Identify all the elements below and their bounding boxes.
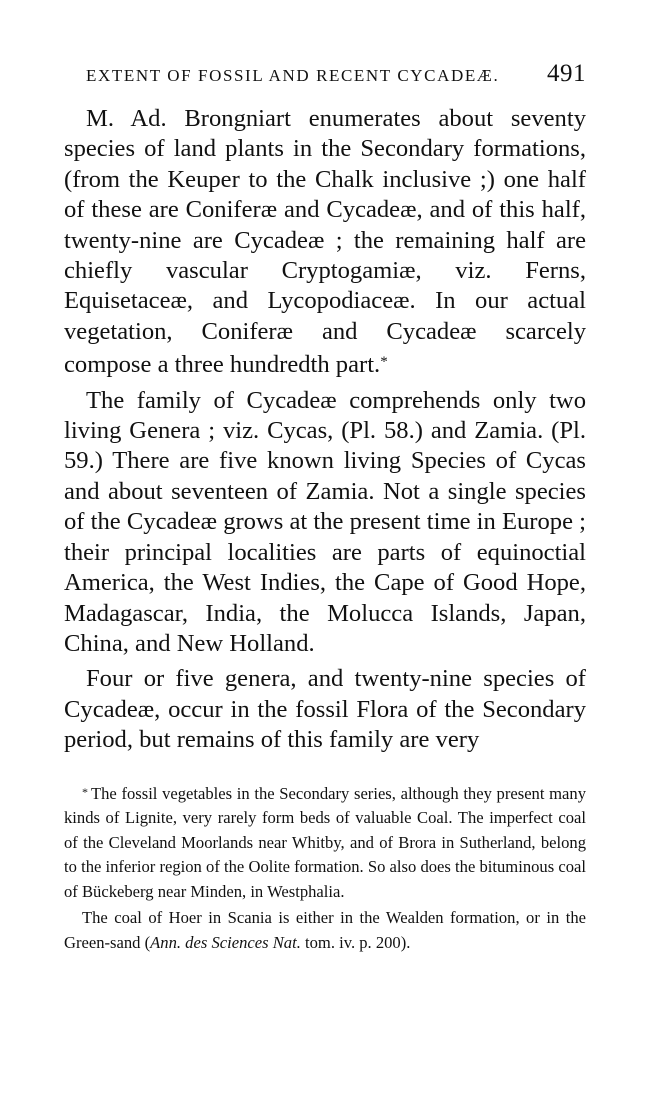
footnote-paragraph-1-text: The fossil vegetables in the Secondary series, although they present many kinds of Lignite, very rarely form beds of valuable Coal. The imperfect coal of the Cleveland Moorlands near Whitby, and of Brora in Sutherland, belong to the inferior region of the Oolite formation. So also does the bituminous coal of Bückeberg near Minden, in Westphalia. (64, 783, 586, 901)
footnote-paragraph-2 (64, 906, 586, 955)
body-paragraph-1 (64, 104, 586, 381)
book-page (64, 60, 586, 955)
page-number: 491 (547, 60, 586, 87)
footnote-citation: Ann. des Sciences Nat. (150, 932, 301, 952)
body-text (64, 104, 586, 756)
body-paragraph-3: Four or five genera, and twenty-nine species of Cycadeæ, occur in the fossil Flora of the Secondary period, but remains of this family are very (64, 665, 586, 754)
footnote-paragraph-2-start: The coal of Hoer in Scania is either in the Wealden formation, or in the Green-sand ( (64, 908, 586, 952)
footnote-paragraph-2-end: tom. iv. p. 200). (300, 932, 411, 952)
footnote-reference: * (380, 354, 388, 371)
body-paragraph-2: The family of Cycadeæ comprehends only two living Genera ; viz. Cycas, (Pl. 58.) and Zamia. (Pl. 59.) There are five known living Species of Cycas and about seventeen of Zamia. Not a single species of the Cycadeæ grows at the present time in Europe ; their principal localities are parts of equinoctial America, the West Indies, the Cape of Good Hope, Madagascar, India, the Molucca Islands, Japan, China, and New Holland. (64, 386, 586, 657)
footnote-paragraph-1 (64, 780, 586, 905)
running-title: EXTENT OF FOSSIL AND RECENT CYCADEÆ. (86, 66, 500, 85)
body-paragraph-1-text: M. Ad. Brongniart enumerates about seventy species of land plants in the Secondary formations, (from the Keuper to the Chalk inclusive ;) one half of these are Coniferæ and Cycadeæ, and of this half, twenty-nine are Cycadeæ ; the remaining half are chiefly vascular Cryptogamiæ, viz. Ferns, Equisetaceæ, and Lycopodiaceæ. In our actual vegetation, Coniferæ and Cycadeæ scarcely compose a three hundredth part. (64, 105, 586, 379)
page-header (64, 60, 586, 94)
footnotes (64, 780, 586, 956)
footnote-marker: * (82, 784, 88, 799)
